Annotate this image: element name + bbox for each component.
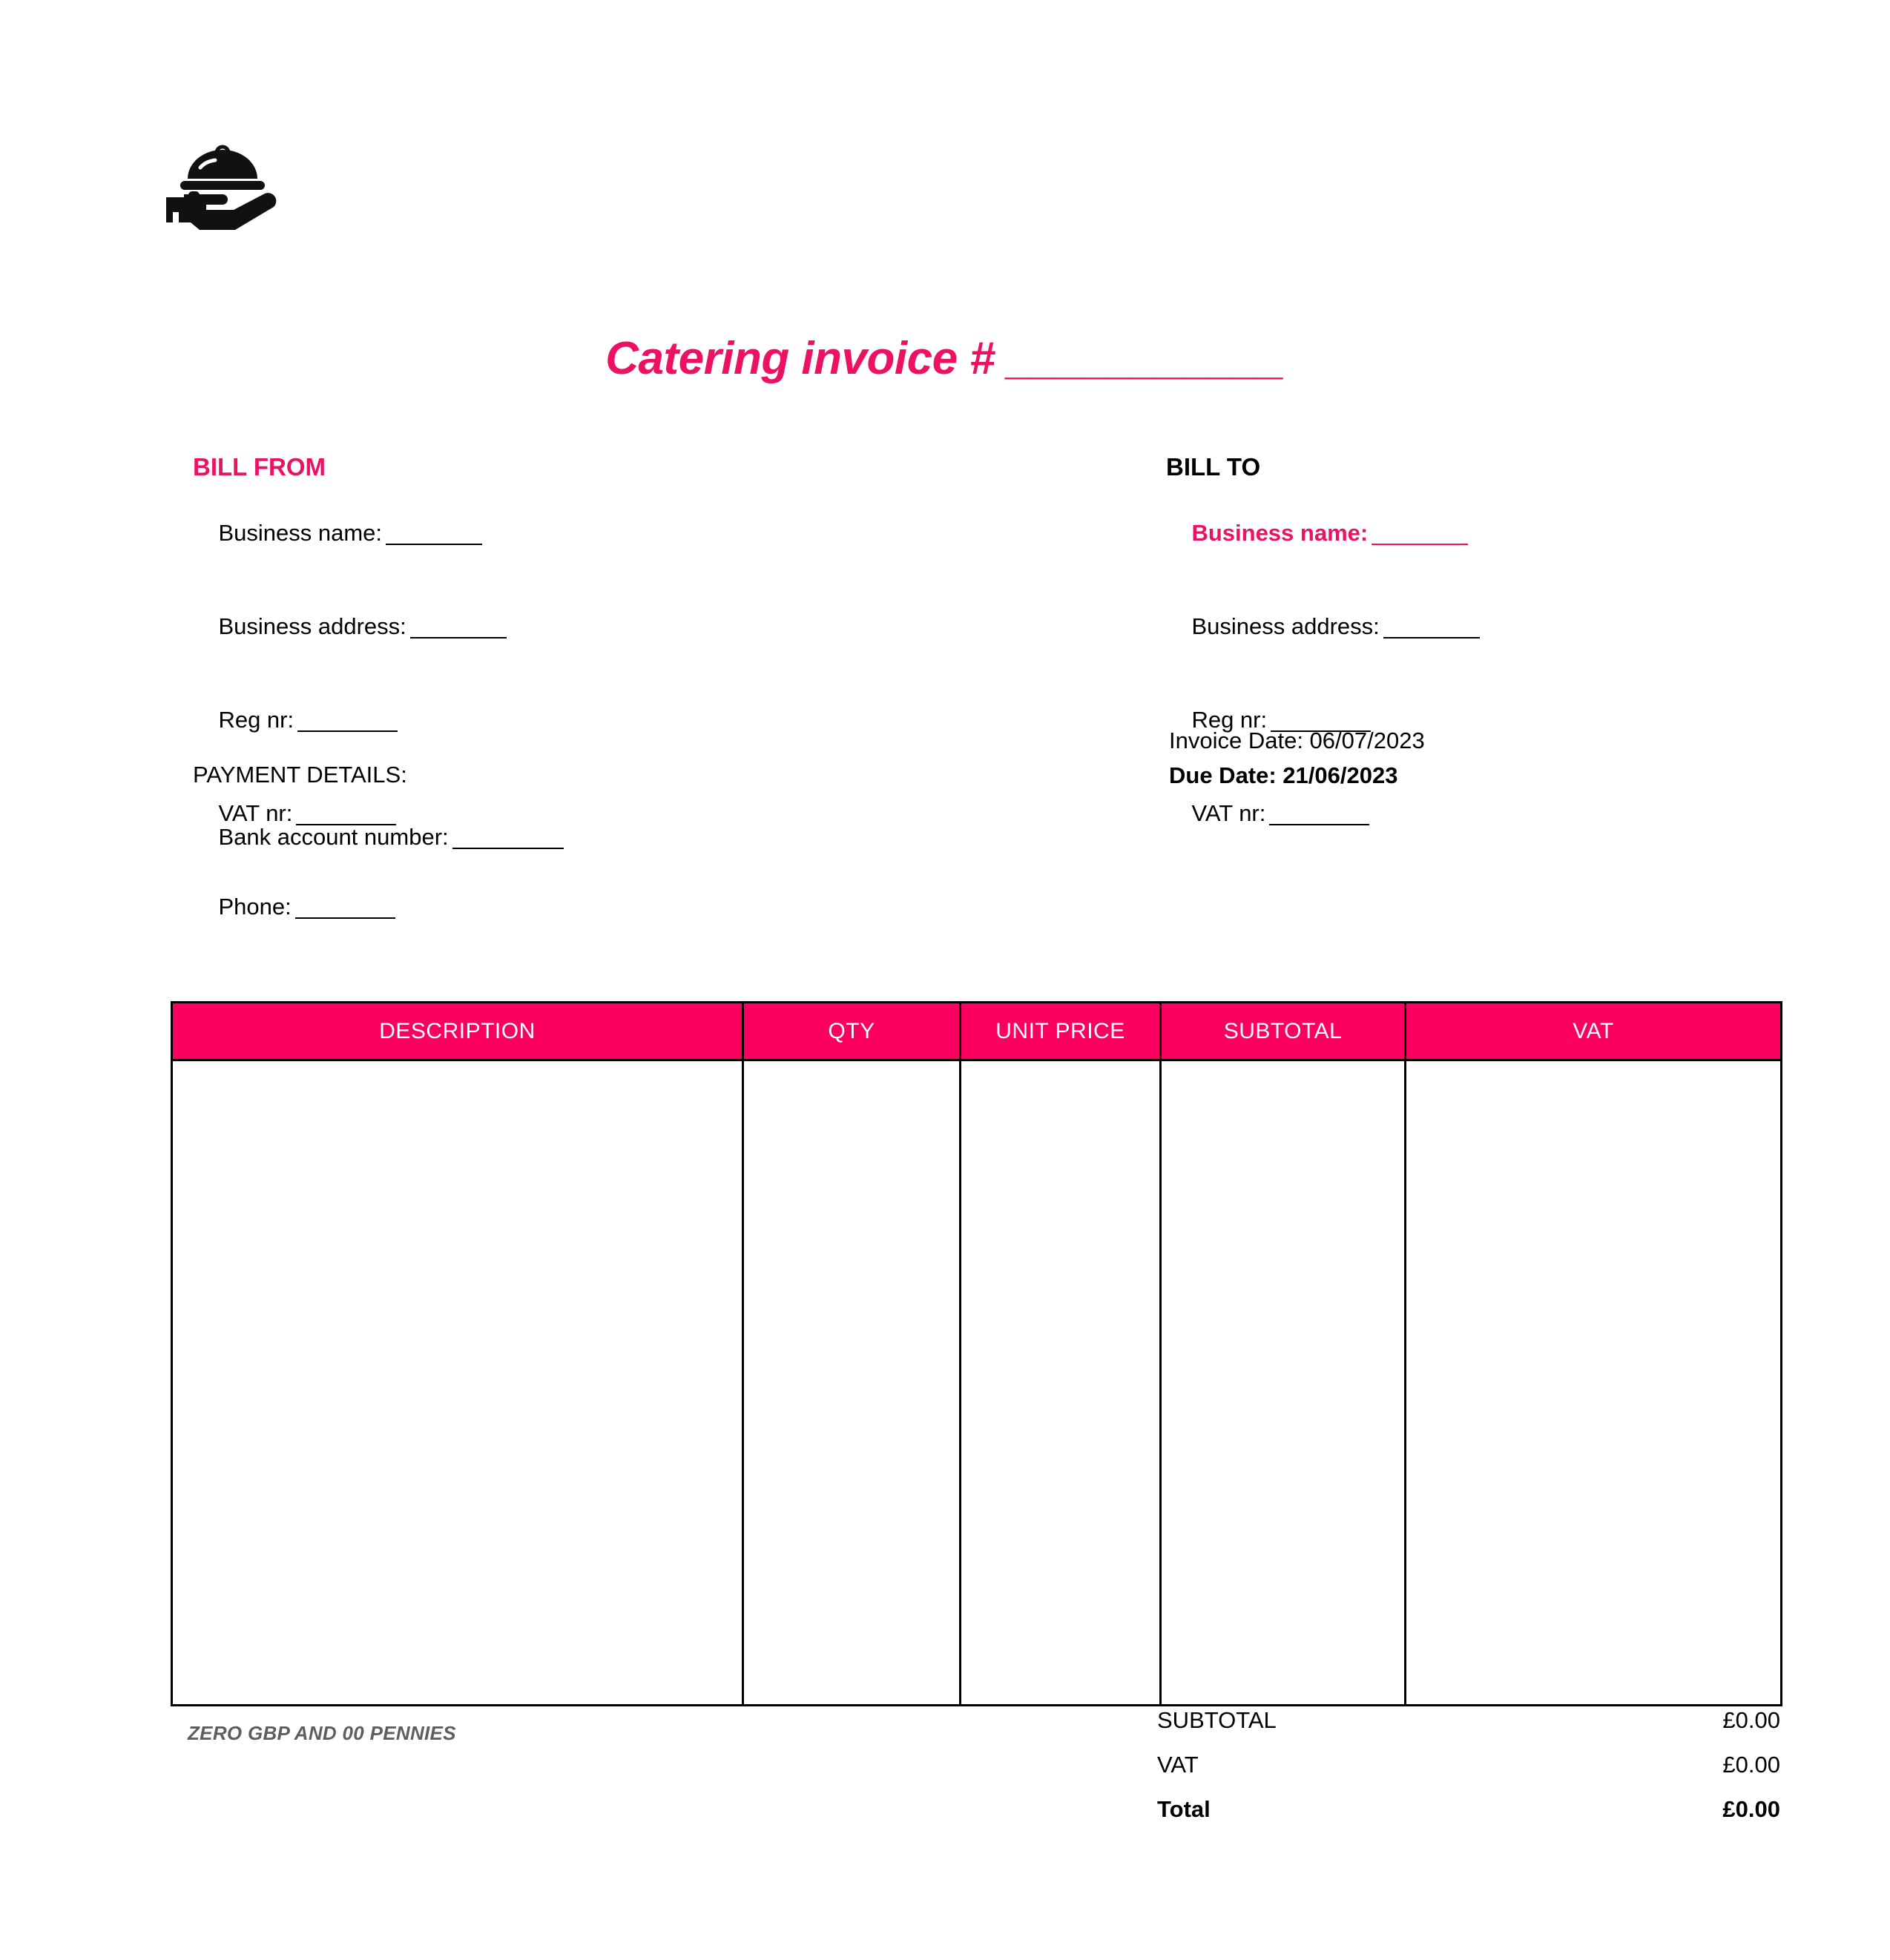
bill-to-business-name-input[interactable] <box>1372 521 1468 545</box>
page-title: Catering invoice # ___________ <box>605 333 1285 384</box>
cell-qty[interactable] <box>743 1060 961 1706</box>
invoice-dates-section <box>1169 723 1425 793</box>
catering-tray-on-hand-icon <box>165 133 320 230</box>
cell-vat[interactable] <box>1406 1060 1782 1706</box>
cell-unit-price[interactable] <box>961 1060 1161 1706</box>
column-header-vat[interactable]: VAT <box>1406 1003 1782 1060</box>
bill-to-reg-nr-label: Reg nr: <box>1191 707 1268 733</box>
invoice-date: Invoice Date: 06/07/2023 <box>1169 727 1425 753</box>
due-date: Due Date: 21/06/2023 <box>1169 762 1398 788</box>
column-header-unit-price[interactable]: UNIT PRICE <box>961 1003 1161 1060</box>
totals-label-vat: VAT <box>1157 1752 1199 1778</box>
totals-value-subtotal: £0.00 <box>1722 1707 1780 1733</box>
bill-to-business-address-label: Business address: <box>1191 613 1380 639</box>
cell-description[interactable] <box>172 1060 743 1706</box>
bill-to-vat-nr-input[interactable] <box>1269 801 1369 825</box>
bill-from-business-name-row <box>193 486 507 580</box>
bill-to-section <box>1166 451 1480 860</box>
totals-section <box>1157 1698 1780 1832</box>
totals-row-subtotal <box>1157 1698 1780 1743</box>
amount-in-words: ZERO GBP AND 00 PENNIES <box>188 1722 456 1744</box>
column-header-qty[interactable]: QTY <box>743 1003 961 1060</box>
bill-to-business-address-input[interactable] <box>1383 614 1480 639</box>
bank-account-row <box>193 791 564 884</box>
bill-to-heading: BILL TO <box>1166 453 1261 481</box>
table-header-row <box>172 1003 1782 1060</box>
totals-value-vat: £0.00 <box>1722 1752 1780 1778</box>
bank-account-input[interactable] <box>452 825 564 849</box>
bill-from-heading: BILL FROM <box>193 453 326 481</box>
bill-from-reg-nr-input[interactable] <box>297 707 398 732</box>
totals-row-total <box>1157 1787 1780 1832</box>
bill-from-reg-nr-label: Reg nr: <box>218 707 294 733</box>
bill-from-vat-nr-label: VAT nr: <box>218 800 293 826</box>
bill-from-phone-label: Phone: <box>218 894 292 920</box>
cell-subtotal[interactable] <box>1161 1060 1406 1706</box>
line-items-table-head <box>172 1003 1782 1060</box>
totals-value-total: £0.00 <box>1722 1796 1780 1822</box>
totals-row-vat <box>1157 1743 1780 1787</box>
bill-to-vat-nr-label: VAT nr: <box>1191 800 1266 826</box>
line-items-table <box>171 1001 1782 1706</box>
bill-from-business-address-label: Business address: <box>218 613 406 639</box>
line-items-table-body <box>172 1060 1782 1706</box>
payment-details-section <box>193 759 564 884</box>
table-row <box>172 1060 1782 1706</box>
totals-label-total: Total <box>1157 1796 1211 1822</box>
bill-from-business-name-input[interactable] <box>386 521 482 545</box>
totals-label-subtotal: SUBTOTAL <box>1157 1707 1277 1733</box>
bill-to-business-address-row <box>1166 580 1480 673</box>
payment-details-heading: PAYMENT DETAILS: <box>193 762 407 788</box>
bank-account-label: Bank account number: <box>218 824 449 850</box>
bill-from-phone-input[interactable] <box>295 894 395 919</box>
company-logo <box>165 133 320 230</box>
bill-to-business-name-label: Business name: <box>1191 520 1369 546</box>
bill-from-business-address-row <box>193 580 507 673</box>
column-header-subtotal[interactable]: SUBTOTAL <box>1161 1003 1406 1060</box>
bill-to-business-name-row <box>1166 486 1480 580</box>
column-header-description[interactable]: DESCRIPTION <box>172 1003 743 1060</box>
bill-from-business-name-label: Business name: <box>218 520 383 546</box>
bill-from-business-address-input[interactable] <box>410 614 507 639</box>
bill-from-reg-nr-row <box>193 673 507 767</box>
